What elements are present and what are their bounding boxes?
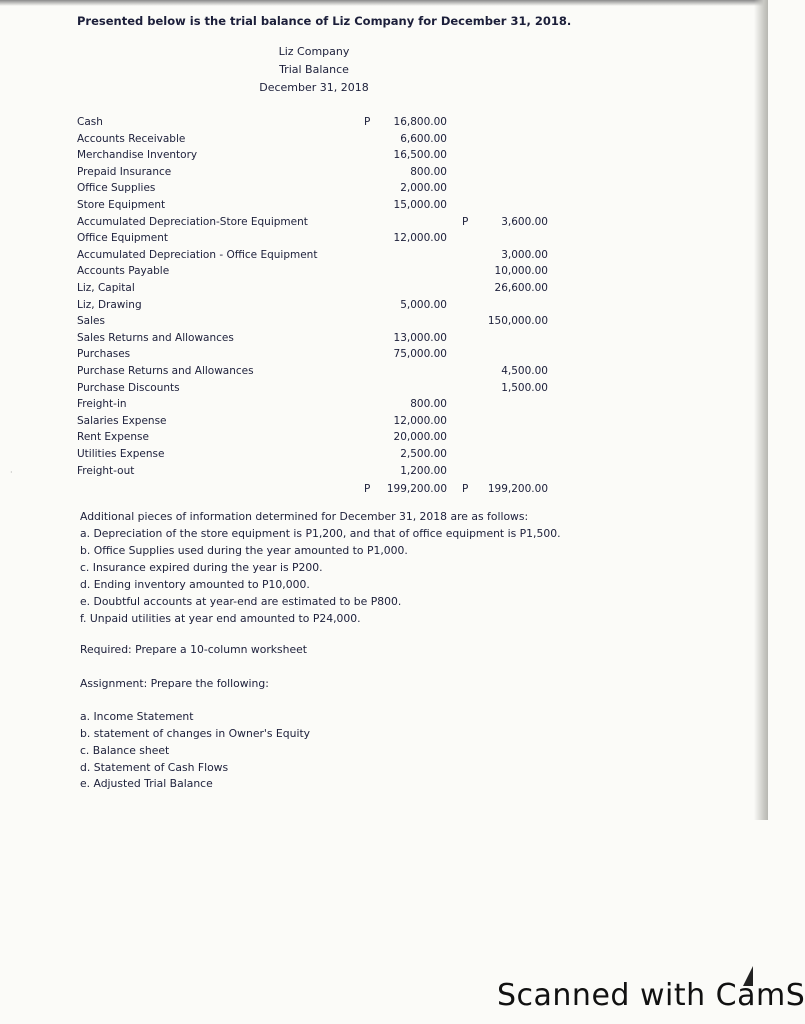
account-row bbox=[0, 199, 768, 215]
account-name: Office Supplies bbox=[77, 182, 156, 195]
debit-amount: 800.00 bbox=[410, 165, 447, 178]
credit-amount: 1,500.00 bbox=[501, 381, 548, 394]
debit-amount: 6,600.00 bbox=[400, 132, 447, 145]
account-row bbox=[0, 299, 768, 315]
assignment-item: c. Balance sheet bbox=[80, 744, 170, 757]
assignment-item: d. Statement of Cash Flows bbox=[80, 761, 229, 774]
account-row bbox=[0, 182, 768, 198]
credit-currency-symbol: P bbox=[462, 483, 469, 496]
debit-amount: 20,000.00 bbox=[393, 431, 447, 444]
debit-amount: 2,000.00 bbox=[400, 182, 447, 195]
additional-info-item: a. Depreciation of the store equipment is P1,200, and that of office equipment is P1,500. bbox=[80, 527, 561, 540]
assignment-item: a. Income Statement bbox=[80, 710, 194, 723]
account-name: Office Equipment bbox=[77, 232, 168, 245]
debit-amount: 16,800.00 bbox=[393, 116, 447, 128]
account-row bbox=[0, 431, 768, 447]
account-name: Purchase Returns and Allowances bbox=[77, 365, 254, 377]
account-row bbox=[0, 415, 768, 431]
account-row bbox=[0, 315, 768, 331]
debit-amount: 12,000.00 bbox=[393, 414, 447, 427]
account-row bbox=[0, 116, 768, 132]
account-name: Sales Returns and Allowances bbox=[77, 331, 234, 344]
account-row bbox=[0, 382, 768, 398]
account-row bbox=[0, 232, 768, 248]
intro-text: Presented below is the trial balance of Liz Company for December 31, 2018. bbox=[77, 14, 572, 28]
company-name: Liz Company bbox=[278, 45, 350, 58]
account-row bbox=[0, 282, 768, 298]
account-name: Salaries Expense bbox=[77, 414, 167, 427]
account-name: Accumulated Depreciation-Store Equipment bbox=[77, 215, 308, 228]
account-name: Purchase Discounts bbox=[77, 381, 180, 394]
watermark-logo-icon bbox=[743, 966, 753, 986]
additional-info-intro: Additional pieces of information determined for December 31, 2018 are as follows: bbox=[80, 510, 529, 523]
credit-amount: 3,000.00 bbox=[501, 248, 548, 261]
account-row bbox=[0, 133, 768, 149]
additional-info-item: e. Doubtful accounts at year-end are estimated to be P800. bbox=[80, 595, 402, 608]
account-name: Store Equipment bbox=[77, 199, 166, 211]
scan-speck: · bbox=[10, 468, 13, 477]
account-name: Accounts Payable bbox=[77, 265, 170, 278]
page-top-edge bbox=[0, 0, 768, 6]
assignment-item: e. Adjusted Trial Balance bbox=[80, 777, 213, 790]
account-name: Accounts Receivable bbox=[77, 132, 186, 145]
additional-info-item: f. Unpaid utilities at year end amounted to P24,000. bbox=[80, 612, 361, 625]
credit-amount: 10,000.00 bbox=[494, 265, 548, 278]
account-row bbox=[0, 249, 768, 265]
debit-amount: 5,000.00 bbox=[400, 298, 447, 311]
credit-amount: 26,600.00 bbox=[494, 282, 548, 294]
credit-amount: 150,000.00 bbox=[487, 315, 548, 328]
account-name: Cash bbox=[77, 116, 103, 128]
account-row bbox=[0, 332, 768, 348]
account-name: Merchandise Inventory bbox=[77, 149, 198, 162]
credit-amount: 3,600.00 bbox=[501, 215, 548, 228]
debit-amount: 800.00 bbox=[410, 398, 447, 411]
additional-info-item: c. Insurance expired during the year is P200. bbox=[80, 561, 323, 574]
debit-amount: 75,000.00 bbox=[393, 348, 447, 361]
account-row bbox=[0, 166, 768, 182]
account-row bbox=[0, 216, 768, 232]
account-name: Utilities Expense bbox=[77, 448, 165, 460]
debit-currency-symbol: P bbox=[364, 483, 371, 496]
total-row bbox=[0, 483, 768, 499]
account-row bbox=[0, 398, 768, 414]
account-name: Accumulated Depreciation - Office Equipment bbox=[77, 248, 318, 261]
statement-date: December 31, 2018 bbox=[259, 81, 369, 94]
debit-amount: 12,000.00 bbox=[393, 232, 447, 245]
debit-amount: 1,200.00 bbox=[400, 464, 447, 477]
account-row bbox=[0, 365, 768, 381]
account-name: Freight-out bbox=[77, 464, 135, 477]
required-text: Required: Prepare a 10-column worksheet bbox=[80, 643, 308, 656]
account-row bbox=[0, 448, 768, 464]
scanner-watermark: Scanned with CamS bbox=[497, 978, 805, 1013]
account-name: Sales bbox=[77, 315, 105, 328]
debit-amount: 16,500.00 bbox=[393, 149, 447, 162]
debit-currency-symbol: P bbox=[364, 116, 371, 128]
debit-amount: 13,000.00 bbox=[393, 331, 447, 344]
debit-amount: 2,500.00 bbox=[400, 448, 447, 460]
account-name: Liz, Drawing bbox=[77, 298, 142, 311]
assignment-title: Assignment: Prepare the following: bbox=[80, 677, 269, 690]
account-row bbox=[0, 149, 768, 165]
account-row bbox=[0, 348, 768, 364]
credit-amount: 4,500.00 bbox=[501, 365, 548, 377]
account-row bbox=[0, 265, 768, 281]
statement-title: Trial Balance bbox=[279, 63, 349, 76]
debit-amount: 15,000.00 bbox=[393, 199, 447, 211]
account-name: Liz, Capital bbox=[77, 282, 135, 294]
account-row bbox=[0, 465, 768, 481]
credit-amount: 199,200.00 bbox=[487, 483, 548, 496]
account-name: Purchases bbox=[77, 348, 131, 361]
account-name: Prepaid Insurance bbox=[77, 165, 172, 178]
account-name: Rent Expense bbox=[77, 431, 149, 444]
assignment-item: b. statement of changes in Owner's Equity bbox=[80, 727, 311, 740]
account-name: Freight-in bbox=[77, 398, 127, 411]
additional-info-item: d. Ending inventory amounted to P10,000. bbox=[80, 578, 310, 591]
debit-amount: 199,200.00 bbox=[386, 483, 447, 496]
additional-info-item: b. Office Supplies used during the year amounted to P1,000. bbox=[80, 544, 408, 557]
credit-currency-symbol: P bbox=[462, 215, 469, 228]
